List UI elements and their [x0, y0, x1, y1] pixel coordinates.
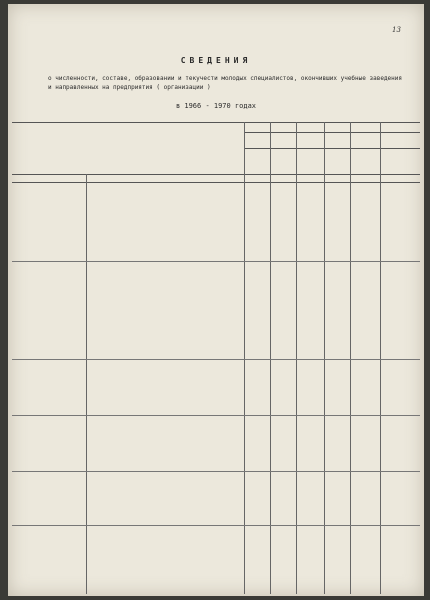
section-separator: [12, 525, 420, 526]
document-subtitle: о численности, составе, образовании и текучести молодых специалистов, окончивших учебные заведения и направленных на предприятия ( организации ): [48, 75, 403, 91]
column-divider: [296, 122, 297, 594]
document-title: СВЕДЕНИЯ: [180, 56, 252, 65]
column-divider: [324, 122, 325, 594]
header-bottom-rule: [12, 182, 420, 183]
column-divider: [244, 122, 245, 594]
table-top-rule: [12, 122, 420, 123]
column-divider: [350, 122, 351, 594]
header-num-rule: [12, 174, 420, 175]
document-sheet: [8, 4, 424, 596]
document-period: в 1966 - 1970 годах: [175, 102, 257, 110]
column-divider: [270, 122, 271, 594]
column-divider: [380, 122, 381, 594]
section-separator: [12, 359, 420, 360]
column-divider: [86, 174, 87, 594]
page-number-mark: 13: [392, 26, 401, 34]
section-separator: [12, 261, 420, 262]
section-separator: [12, 415, 420, 416]
section-separator: [12, 471, 420, 472]
